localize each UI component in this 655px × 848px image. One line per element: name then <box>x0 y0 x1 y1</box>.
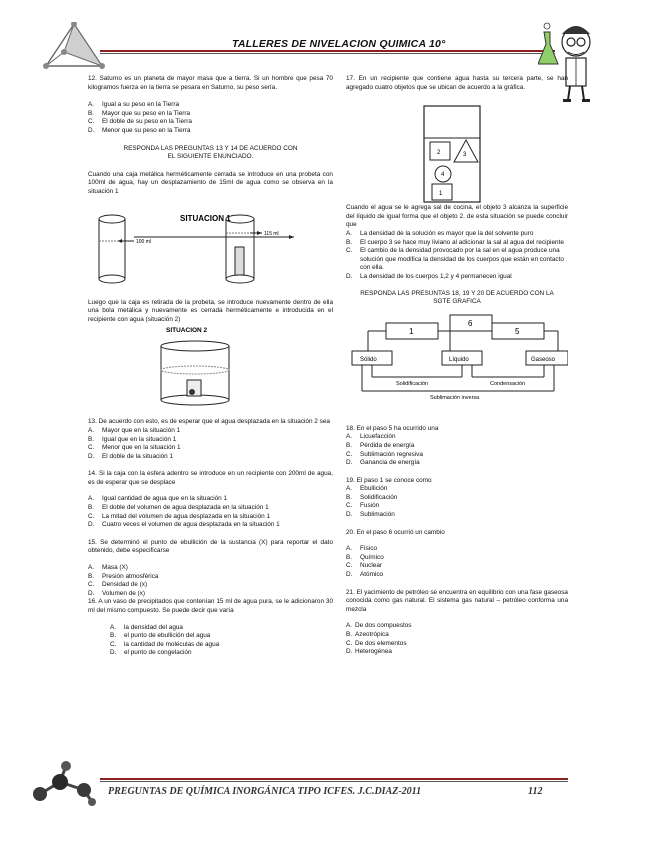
situation-2-figure <box>88 324 333 410</box>
q14-option: B. El doble del volumen de agua desplazada en la situación 1 <box>88 504 269 512</box>
q15-option: D. Volumen de (x) <box>88 589 145 597</box>
state-gas-label: Gaseoso <box>531 356 556 363</box>
footer-divider-thin <box>100 781 568 782</box>
q16-text: 16. A un vaso de precipitados que contenían 15 ml de agua pura, se le adicionaron 30 ml del mismo compuesto. Se puede decir que varía <box>88 598 333 614</box>
step-5-label: 5 <box>515 326 520 336</box>
object-3-label: 3 <box>463 152 467 159</box>
q12-option: B. Mayor que su peso en la Tierra <box>88 109 191 117</box>
q13-option: A. Mayor que en la situación 1 <box>88 426 181 434</box>
q21-option: B. Azeotrópica <box>346 631 389 638</box>
q17-container-figure <box>346 92 568 204</box>
object-2-label: 2 <box>437 150 441 157</box>
header-title: TALLERES DE NIVELACION QUIMICA 10° <box>232 38 446 50</box>
q21-option: D. Heterogénea <box>346 648 392 656</box>
instruction-18-20: RESPONDA LAS PRESUNTAS 18, 19 Y 20 DE ACUERDO CON LA SGTE GRAFICA <box>360 289 554 306</box>
q12-option: A. Igual a su peso en la Tierra <box>88 101 180 109</box>
q14-option: D. Cuatro veces el volumen de agua desplazada en la situación 1 <box>88 521 280 529</box>
q19-option: D. Sublimación <box>346 511 395 519</box>
q14-option: A. Igual cantidad de agua que en la situación 1 <box>88 495 228 503</box>
q17-option: C. El cambio de la densidad provocado por la sal en el agua produce una solución que modifica la densidad de los cuerpos que están en contacto con ella. <box>346 247 564 272</box>
q13-text: 13. De acuerdo con esto, es de esperar que el agua desplazada en la situación 2 sea <box>88 418 330 426</box>
q20-option: A. Físico <box>346 545 378 553</box>
q16-option: D. el punto de congelación <box>110 649 192 657</box>
q20-option: D. Atómico <box>346 571 384 579</box>
statement-situation-2: Luego que la caja es retirada de la probeta, se introduce nuevamente dentro de ella una bola metálica y nuevamente es cerrada herméticamente e introducida en el recipiente con agua (situación 2) <box>88 298 333 323</box>
q17-option: D. La densidad de los cuerpos 1,2 y 4 permanecen igual <box>346 272 512 280</box>
q16-option: B. el punto de ebullición del agua <box>110 632 211 640</box>
state-liquid-label: Líquido <box>449 356 469 363</box>
solidification-label: Solidificación <box>396 380 429 387</box>
right-column <box>346 75 568 657</box>
q17-text-2: Cuando el agua se le agrega sal de cocina, el objeto 3 alcanza la superficie del líquido de igual forma que el objeto 2. de esta situación se puede concluir que <box>346 204 568 229</box>
q13-option: C. Menor que en la situación 1 <box>88 444 181 452</box>
object-1-label: 1 <box>439 191 443 198</box>
pyramid-logo-icon <box>42 22 106 70</box>
step-6-label: 6 <box>468 318 473 328</box>
q16-option: A. la densidad del agua <box>110 623 183 631</box>
q21-text: 21. El yacimiento de petróleo se encuentra en equilibrio con una fase gaseosa conocida como gas natural. El sistema gas natural – petróleo conforma una mezcla <box>346 588 568 613</box>
step-1-label: 1 <box>409 326 414 336</box>
q13-option: B. Igual que en la situación 1 <box>88 435 177 443</box>
q15-option: B. Presión atmosférica <box>88 572 159 580</box>
q14-text: 14. Si la caja con la esfera adentro se introduce en un recipiente con 200ml de agua, es de esperar que se desplace <box>88 470 333 486</box>
q14-option: C. La mitad del volumen de agua desplazada en la situación 1 <box>88 512 271 520</box>
left-column <box>88 75 333 658</box>
page-number: 112 <box>528 786 543 797</box>
q18-option: A. Licuefacción <box>346 433 396 441</box>
q18-option: D. Ganancia de energía <box>346 459 420 467</box>
q12-option: C. El doble de su peso en la Tierra <box>88 118 192 126</box>
q19-option: C. Fusión <box>346 502 380 510</box>
q17-option: A. La densidad de la solución es mayor que la del solvente puro <box>346 229 534 237</box>
q19-option: B. Solidificación <box>346 493 398 501</box>
q13-option: D. El doble de la situación 1 <box>88 452 174 460</box>
object-4-label: 4 <box>441 172 445 179</box>
q12-text: 12. Saturno es un planeta de mayor masa que a tierra. Si un hombre que pesa 70 kilogramos fuerza en la tierra se pesara en Saturno, su peso sería. <box>88 75 333 91</box>
header-divider <box>100 50 555 52</box>
q20-option: B. Químico <box>346 553 384 561</box>
situation-1-figure <box>88 197 333 289</box>
q20-text: 20. En el paso 6 ocurrió un cambio <box>346 528 445 536</box>
state-changes-diagram <box>346 307 568 419</box>
q20-option: C. Nuclear <box>346 562 383 570</box>
q18-option: B. Pérdida de energía <box>346 441 415 449</box>
state-solid-label: Sólido <box>360 356 377 363</box>
volume-100-label: 100 ml <box>136 238 152 245</box>
q12-option: D. Menor que su peso en la Tierra <box>88 126 191 134</box>
header-divider-thin <box>100 53 555 54</box>
q19-text: 19. El paso 1 se conoce como <box>346 476 432 484</box>
q17-text: 17. En un recipiente que contiene agua hasta su tercera parte, se han agregado cuatro objetos que se ubican de acuerdo a la gráfica. <box>346 75 568 91</box>
footer-divider <box>100 778 568 780</box>
q15-option: C. Densidad de (x) <box>88 581 148 589</box>
q15-text: 15. Se determinó el punto de ebullición de la sustancia (X) para reportar el dato obtenido, debe especificarse <box>88 538 333 555</box>
footer-text: PREGUNTAS DE QUÍMICA INORGÁNICA TIPO ICFES. J.C.DIAZ-2011 <box>108 786 422 797</box>
inverse-sublimation-label: Sublimación inversa <box>430 394 480 401</box>
q21-option: C. De dos elementos <box>346 639 407 647</box>
situation-1-label: SITUACION 1 <box>180 213 231 223</box>
q16-option: C. la cantidad de moléculas de agua <box>110 640 220 648</box>
condensation-label: Condensación <box>490 380 526 387</box>
q19-option: A. Ebullición <box>346 485 388 493</box>
volume-115-label: 115 ml <box>264 230 279 237</box>
statement-situation-1: Cuando una caja metálica herméticamente cerrada se introduce en una probeta con 100ml de agua, hay un desplazamiento de 15ml de agua como se observa en la situación 1 <box>88 170 333 195</box>
molecule-logo-icon <box>28 760 100 806</box>
situation-2-label: SITUACION 2 <box>166 327 208 335</box>
q18-text: 18. En el paso 5 ha ocurrido una <box>346 424 439 432</box>
q21-option: A. De dos compuestos <box>346 622 412 630</box>
instruction-13-14: RESPONDA LAS PREGUNTAS 13 Y 14 DE ACUERDO CON EL SIGUIENTE ENUNCIADO. <box>123 144 298 161</box>
q18-option: C. Sublimación regresiva <box>346 450 423 458</box>
q15-option: A. Masa (X) <box>88 564 128 572</box>
q17-option: B. El cuerpo 3 se hace muy liviano al adicionar la sal al agua del recipiente <box>346 238 564 246</box>
